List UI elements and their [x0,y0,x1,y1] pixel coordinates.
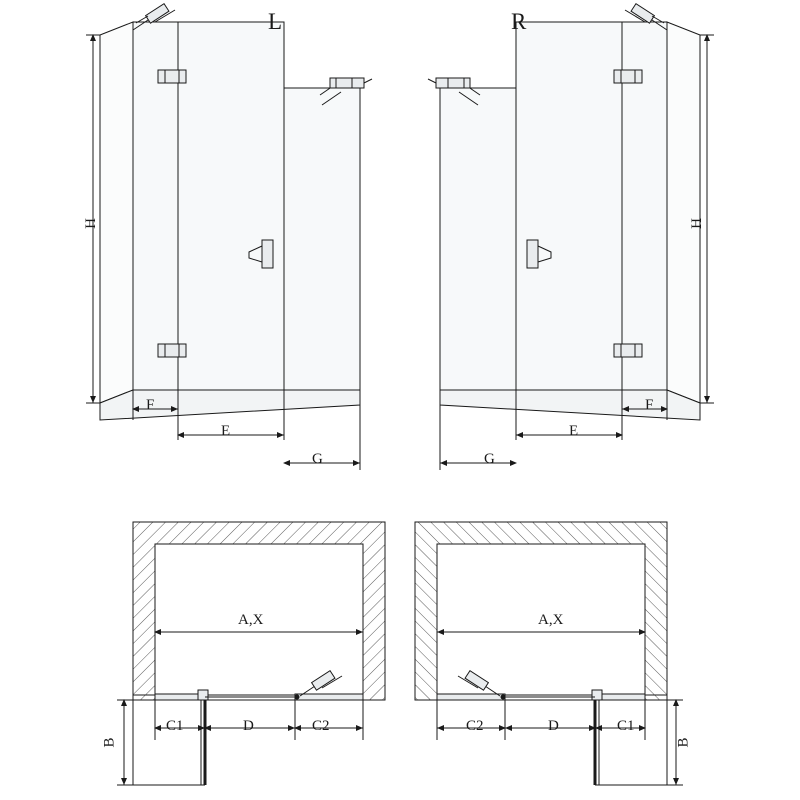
dimension-label-c1-left: C1 [166,718,184,734]
dimension-label-e-left: E [221,423,231,439]
front-view-left [82,4,372,470]
dimension-label-ax-right: A,X [538,612,564,628]
dimension-label-c2-left: C2 [312,718,330,734]
dimension-label-b-left: B [101,737,118,748]
plan-view-left [117,522,385,785]
dimension-label-h-left: H [82,218,99,229]
plan-view-right [415,522,683,785]
dimension-label-c2-right: C2 [466,718,484,734]
dimension-label-g-left: G [312,451,323,467]
dimension-label-d-left: D [243,718,254,734]
variant-title-left: L [268,9,283,34]
variant-title-right: R [511,9,527,34]
dimension-label-f-right: F [645,397,654,413]
dimension-label-b-right: B [675,737,692,748]
dimension-label-e-right: E [569,423,579,439]
front-view-right [428,4,714,470]
dimension-label-f-left: F [146,397,155,413]
dimension-label-g-right: G [484,451,495,467]
dimension-label-c1-right: C1 [617,718,635,734]
dimension-label-ax-left: A,X [238,612,264,628]
dimension-label-h-right: H [688,218,705,229]
dimension-label-d-right: D [548,718,559,734]
